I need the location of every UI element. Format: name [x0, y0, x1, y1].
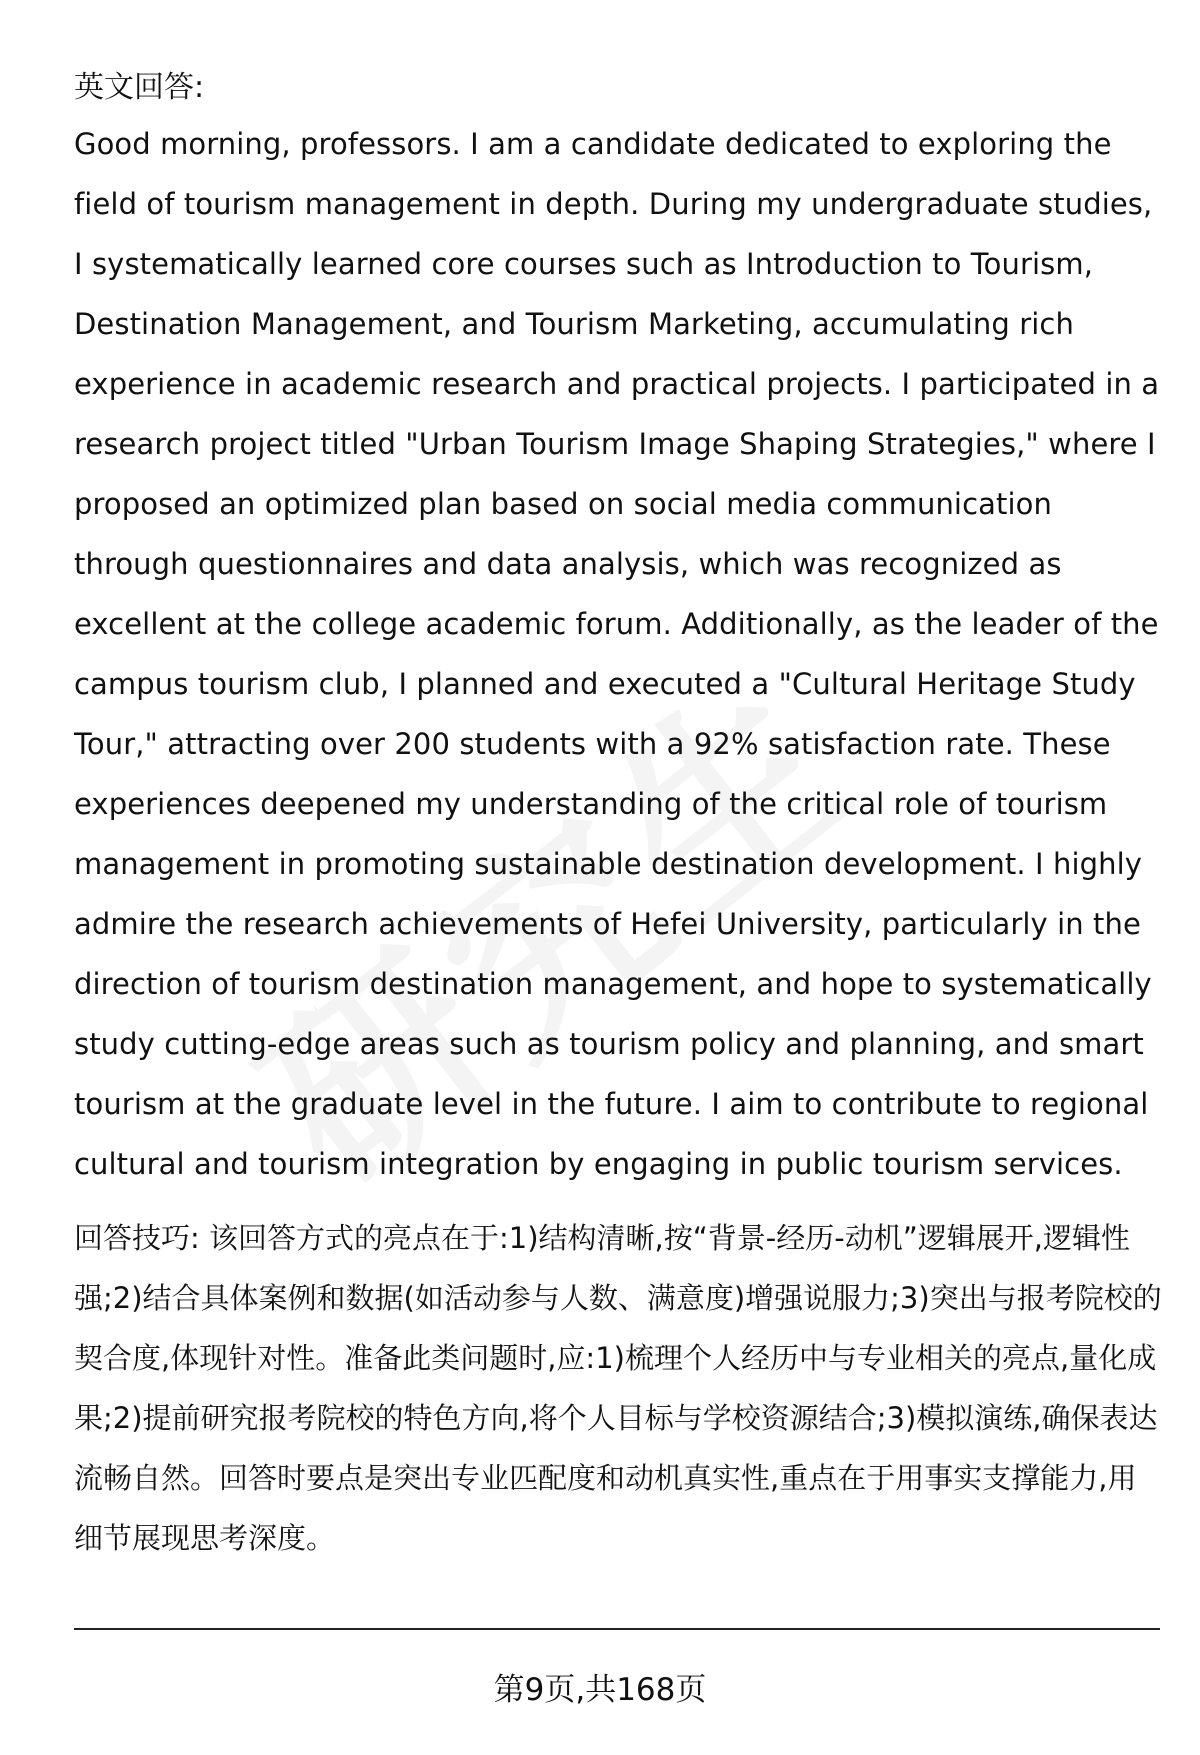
document-body — [74, 62, 1164, 1568]
footer-divider — [74, 1628, 1160, 1630]
page-number: 第9页,共168页 — [493, 1672, 707, 1708]
answer-tips-paragraph: 回答技巧: 该回答方式的亮点在于:1)结构清晰,按“背景-经历-动机”逻辑展开,逻辑性强;2)结合具体案例和数据(如活动参与人数、满意度)增强说服力;3)突出与报考院校的契合度,体现针对性。准备此类问题时,应:1)梳理个人经历中与专业相关的亮点,量化成果;2)提前研究报考院校的特色方向,将个人目标与学校资源结合;3)模拟演练,确保表达流畅自然。回答时要点是突出专业匹配度和动机真实性,重点在于用事实支撑能力,用细节展现思考深度。 — [74, 1221, 1162, 1555]
english-answer-paragraph: Good morning, professors. I am a candidate dedicated to exploring the field of tourism management in depth. During my undergraduate studies, I systematically learned core courses such as Introduction to Tourism, Destination Management, and Tourism Marketing, accumulating rich experience in academic research and practical projects. I participated in a research project titled "Urban Tourism Image Shaping Strategies," where I proposed an optimized plan based on social media communication through questionnaires and data analysis, which was recognized as excellent at the college academic forum. Additionally, as the leader of the campus tourism club, I planned and executed a "Cultural Heritage Study Tour," attracting over 200 students with a 92% satisfaction rate. These experiences deepened my understanding of the critical role of tourism management in promoting sustainable destination development. I highly admire the research achievements of Hefei University, particularly in the direction of tourism destination management, and hope to systematically study cutting-edge areas such as tourism policy and planning, and smart tourism at the graduate level in the future. I aim to contribute to regional cultural and tourism integration by engaging in public tourism services. — [74, 127, 1160, 1181]
answer-heading: 英文回答: — [74, 70, 205, 105]
